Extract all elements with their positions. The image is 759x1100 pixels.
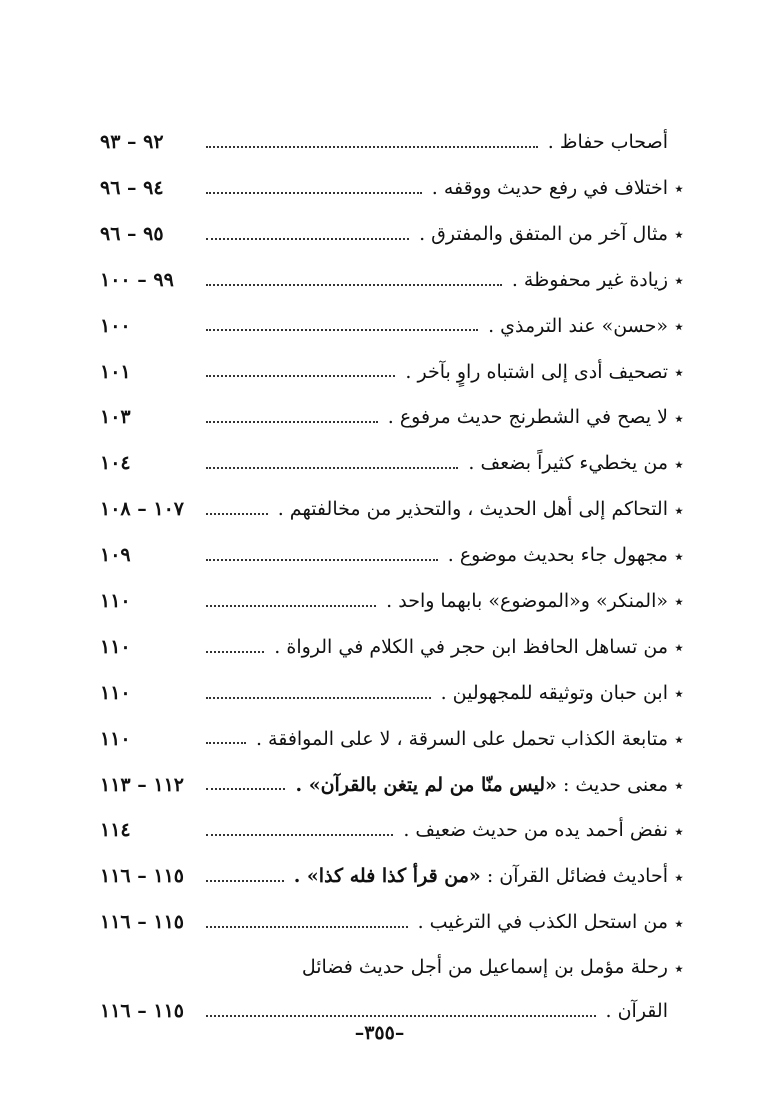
toc-entry bbox=[100, 521, 690, 567]
leader-dots bbox=[206, 834, 393, 836]
toc-entry-pages: ٩٢ – ٩٣ bbox=[100, 131, 164, 154]
toc-entry-title bbox=[284, 865, 668, 888]
toc-entry-title-quote: «ليس منّا من لم يتغن بالقرآن» . bbox=[295, 773, 557, 796]
bullet-star-icon: ٭ bbox=[674, 913, 684, 934]
toc-entry bbox=[100, 705, 690, 751]
bullet-star-icon: ٭ bbox=[674, 546, 684, 567]
toc-entry-title: «حسن» عند الترمذي . bbox=[488, 314, 668, 337]
bullet-star-icon: ٭ bbox=[674, 454, 684, 475]
toc-entry-title: زيادة غير محفوظة . bbox=[511, 268, 668, 291]
toc-entry bbox=[100, 154, 690, 200]
toc-entry bbox=[100, 613, 690, 659]
toc-entry-title: لا يصح في الشطرنج حديث مرفوع . bbox=[387, 406, 668, 429]
toc-entry-pages: ١١٠ bbox=[99, 727, 131, 750]
toc-entry-pages: ١١٠ bbox=[100, 681, 131, 704]
table-of-contents bbox=[100, 108, 690, 1023]
toc-entry bbox=[100, 567, 690, 613]
bullet-star-icon: ٭ bbox=[674, 225, 684, 246]
leader-dots bbox=[206, 421, 378, 423]
toc-entry-pages: ١٠٩ bbox=[100, 544, 131, 567]
toc-entry bbox=[100, 888, 690, 934]
leader-dots bbox=[206, 192, 422, 194]
leader-dots bbox=[206, 605, 376, 607]
toc-entry-title: من استحل الكذب في الترغيب . bbox=[417, 911, 668, 934]
toc-entry-title: متابعة الكذاب تحمل على السرقة ، لا على الموافقة . bbox=[255, 727, 668, 750]
toc-entry-pages: ١١٥ – ١١٦ bbox=[100, 865, 184, 888]
bullet-star-icon: ٭ bbox=[674, 408, 684, 429]
toc-entry-pages: ٩٥ – ٩٦ bbox=[100, 222, 164, 245]
toc-entry-title: مجهول جاء بحديث موضوع . bbox=[447, 544, 668, 567]
bullet-star-icon: ٭ bbox=[674, 362, 684, 383]
toc-entry-title-prefix: أحاديث فضائل القرآن : bbox=[486, 865, 668, 888]
toc-entry-pages: ١١٥ – ١١٦ bbox=[100, 911, 184, 934]
bullet-star-icon: ٭ bbox=[674, 821, 684, 842]
bullet-star-icon: ٭ bbox=[674, 730, 684, 751]
bullet-star-icon: ٭ bbox=[674, 271, 684, 292]
page-number: –٣٥٥– bbox=[354, 1022, 405, 1044]
bullet-star-icon: ٭ bbox=[674, 317, 684, 338]
leader-dots bbox=[206, 375, 395, 377]
toc-entry-title: «المنكر» و«الموضوع» بابهما واحد . bbox=[386, 590, 668, 612]
bullet-star-icon: ٭ bbox=[674, 684, 684, 705]
leader-dots bbox=[206, 880, 284, 882]
toc-entry-title: أصحاب حفاظ . bbox=[547, 131, 668, 154]
toc-entry-pages: ١٠٧ – ١٠٨ bbox=[100, 498, 184, 521]
toc-entry bbox=[100, 659, 690, 705]
toc-entry bbox=[100, 796, 690, 842]
toc-entry-title: من تساهل الحافظ ابن حجر في الكلام في الرواة . bbox=[274, 635, 668, 658]
leader-dots bbox=[206, 559, 438, 561]
leader-dots bbox=[206, 742, 246, 744]
toc-entry-pages: ١١٢ – ١١٣ bbox=[100, 773, 184, 796]
leader-dots bbox=[206, 284, 502, 286]
bullet-star-icon: ٭ bbox=[674, 867, 684, 888]
leader-dots bbox=[206, 926, 408, 928]
toc-entry-pages: ١٠٣ bbox=[100, 406, 131, 429]
toc-entry-title: نفض أحمد يده من حديث ضعيف . bbox=[403, 819, 668, 842]
toc-entry bbox=[100, 475, 690, 521]
toc-entry-title bbox=[285, 774, 668, 797]
leader-dots bbox=[206, 1015, 596, 1017]
toc-entry-pages: ١٠٠ bbox=[100, 314, 131, 337]
toc-entry-title: تصحيف أدى إلى اشتباه راوٍ بآخر . bbox=[405, 360, 668, 383]
toc-entry-title-continued: القرآن . bbox=[605, 1000, 668, 1023]
toc-entry-title-quote: «من قرأ كذا فله كذا» . bbox=[293, 865, 481, 888]
toc-entry-line bbox=[100, 979, 690, 1023]
bullet-star-icon: ٭ bbox=[674, 638, 684, 659]
leader-dots bbox=[206, 329, 478, 331]
toc-entry-pages: ١١٤ bbox=[100, 819, 131, 842]
toc-entry-pages: ١١٠ bbox=[100, 635, 131, 658]
toc-entry-pages: ٩٩ – ١٠٠ bbox=[100, 268, 174, 291]
toc-entry-pages: ١٠٤ bbox=[100, 452, 131, 475]
toc-entry bbox=[100, 750, 690, 796]
toc-entry-title: رحلة مؤمل بن إسماعيل من أجل حديث فضائل bbox=[301, 956, 668, 979]
toc-entry-pages: ١١٠ bbox=[100, 590, 131, 612]
toc-entry-title: ابن حبان وتوثيقه للمجهولين . bbox=[440, 681, 668, 704]
toc-entry-line bbox=[100, 934, 690, 979]
bullet-star-icon: ٭ bbox=[674, 592, 684, 613]
toc-entry-title: مثال آخر من المتفق والمفترق . bbox=[419, 222, 668, 245]
bullet-star-icon: ٭ bbox=[674, 775, 684, 796]
toc-entry bbox=[100, 108, 690, 154]
toc-entry-title: اختلاف في رفع حديث ووقفه . bbox=[431, 176, 668, 199]
toc-entry bbox=[100, 337, 690, 383]
toc-entry-title-prefix: معنى حديث : bbox=[562, 773, 668, 796]
leader-dots bbox=[206, 697, 431, 699]
bullet-star-icon: ٭ bbox=[674, 500, 684, 521]
leader-dots bbox=[206, 238, 409, 240]
toc-entry bbox=[100, 842, 690, 888]
toc-entry bbox=[100, 429, 690, 475]
leader-dots bbox=[206, 651, 264, 653]
toc-entry-title: التحاكم إلى أهل الحديث ، والتحذير من مخالفتهم . bbox=[277, 498, 668, 521]
toc-entry-pages: ١١٥ – ١١٦ bbox=[100, 1000, 184, 1023]
leader-dots bbox=[206, 788, 285, 790]
toc-entry bbox=[100, 383, 690, 429]
leader-dots bbox=[206, 146, 538, 148]
bullet-star-icon: ٭ bbox=[674, 958, 684, 979]
toc-entry-pages: ٩٤ – ٩٦ bbox=[100, 176, 164, 199]
toc-entry bbox=[100, 292, 690, 338]
toc-entry-multiline bbox=[100, 934, 690, 1023]
leader-dots bbox=[206, 513, 268, 515]
toc-entry bbox=[100, 200, 690, 246]
toc-entry-pages: ١٠١ bbox=[100, 360, 131, 383]
toc-entry-title: من يخطيء كثيراً بضعف . bbox=[468, 452, 668, 475]
bullet-star-icon: ٭ bbox=[674, 179, 684, 200]
leader-dots bbox=[206, 467, 458, 469]
toc-entry bbox=[100, 246, 690, 292]
